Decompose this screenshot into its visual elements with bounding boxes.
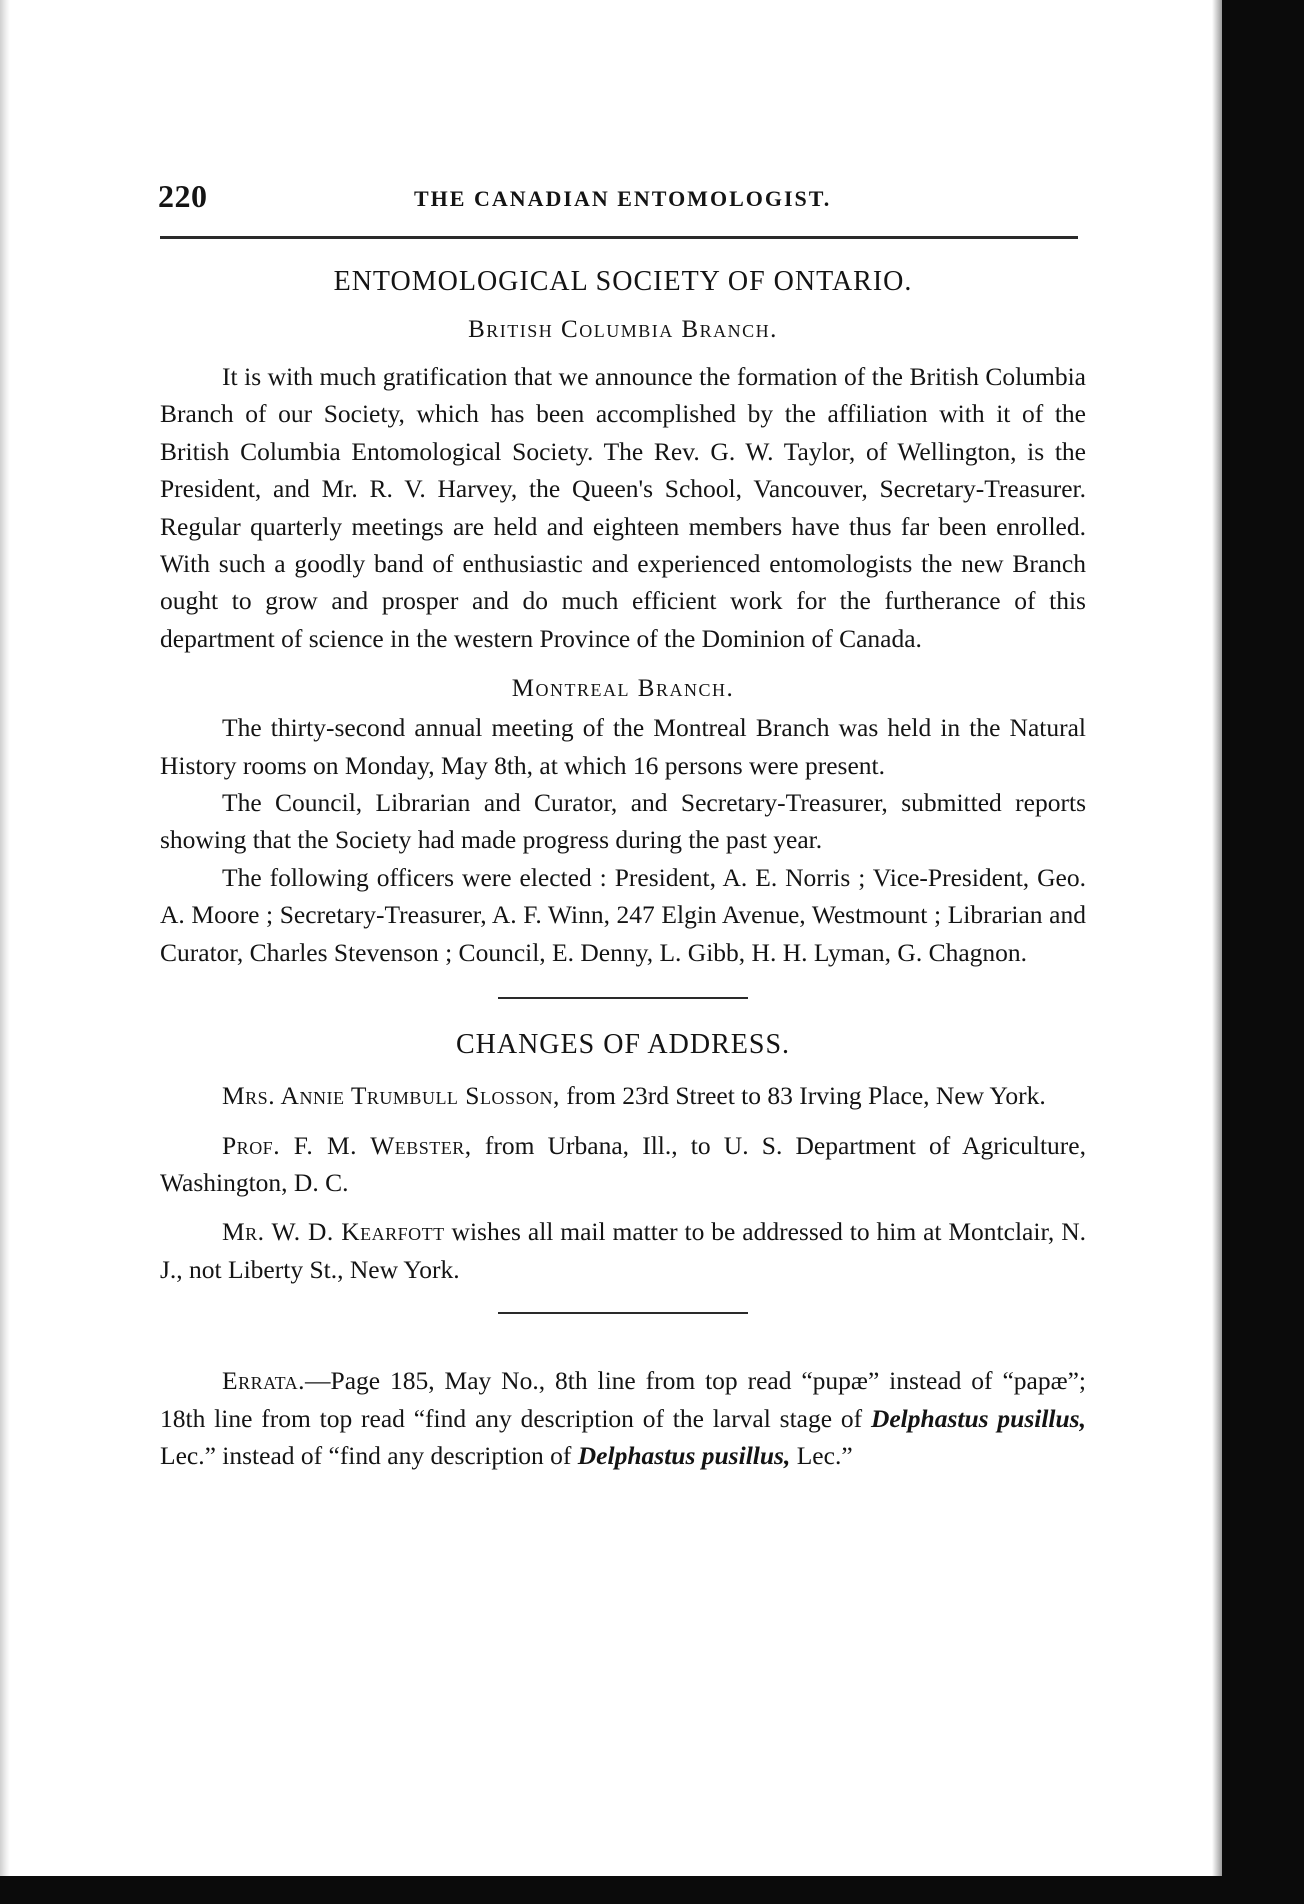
running-header xyxy=(158,176,1088,216)
errata-label: Errata. xyxy=(222,1366,306,1396)
section-divider xyxy=(498,1312,748,1314)
bc-branch-paragraph: It is with much gratification that we announce the formation of the British Columbia Branch of our Society, which has been accomplished by the affiliation with it of the British Columbia Entomological Society. The Rev. G. W. Taylor, of Wellington, is the President, and Mr. R. V. Harvey, the Queen's School, Vancouver, Secretary-Treasurer. Regular quarterly meetings are held and eighteen members have thus far been enrolled. With such a goodly band of enthusiastic and experienced entomologists the new Branch ought to grow and prosper and do much efficient work for the furtherance of this department of science in the western Province of the Dominion of Canada. xyxy=(160,362,1086,653)
address-entry-text: wishes all mail matter to be addressed to him at Montclair, N. J., not Liberty St., New York. xyxy=(160,1217,1086,1284)
section-divider xyxy=(498,997,748,999)
page-right-edge xyxy=(1222,0,1304,1904)
page-content xyxy=(160,262,1086,1474)
address-entry-name: Prof. F. M. Webster, xyxy=(222,1130,472,1160)
errata-text: Lec.” xyxy=(790,1440,853,1470)
montreal-paragraph-1: The thirty-second annual meeting of the Montreal Branch was held in the Natural History rooms on Monday, May 8th, at which 16 persons were present. xyxy=(160,713,1086,780)
address-entry xyxy=(160,1077,1086,1114)
address-entry-text: from Urbana, Ill., to U. S. Department of Agriculture, Washington, D. C. xyxy=(160,1130,1086,1197)
society-title: ENTOMOLOGICAL SOCIETY OF ONTARIO. xyxy=(333,266,913,297)
address-entry xyxy=(160,1213,1086,1288)
running-title: THE CANADIAN ENTOMOLOGIST. xyxy=(414,186,832,211)
species-name: Delphastus pusillus, xyxy=(577,1440,791,1470)
page-bottom-edge xyxy=(0,1876,1304,1904)
changes-title: CHANGES OF ADDRESS. xyxy=(455,1029,791,1061)
header-rule xyxy=(160,236,1078,239)
errata-text: —Page 185, May No., 8th line from top read “pupæ” instead of “papæ”; 18th line from top read “find any description of the larval stage of xyxy=(160,1366,1086,1433)
errata-paragraph xyxy=(160,1362,1086,1474)
address-entry-name: Mrs. Annie Trumbull Slosson, xyxy=(222,1081,560,1111)
address-entry xyxy=(160,1127,1086,1202)
montreal-branch-heading: Montreal Branch. xyxy=(511,675,735,703)
errata-text: Lec.” instead of “find any description of xyxy=(160,1440,578,1470)
montreal-paragraph-2: The Council, Librarian and Curator, and Secretary-Treasurer, submitted reports showing that the Society had made progress during the past year. xyxy=(160,788,1086,855)
address-entry-text: from 23rd Street to 83 Irving Place, New York. xyxy=(559,1081,1046,1111)
bc-branch-heading: British Columbia Branch. xyxy=(468,316,778,343)
montreal-paragraph-3: The following officers were elected : President, A. E. Norris ; Vice-President, Geo. A. Moore ; Secretary-Treasurer, A. F. Winn, 247 Elgin Avenue, Westmount ; Librarian and Curator, Charles Stevenson ; Council, E. Denny, L. Gibb, H. H. Lyman, G. Chagnon. xyxy=(160,862,1086,967)
address-entry-name: Mr. W. D. Kearfott xyxy=(222,1217,445,1247)
species-name: Delphastus pusillus, xyxy=(870,1403,1086,1433)
page-number: 220 xyxy=(158,178,208,214)
page-left-edge xyxy=(0,0,10,1904)
